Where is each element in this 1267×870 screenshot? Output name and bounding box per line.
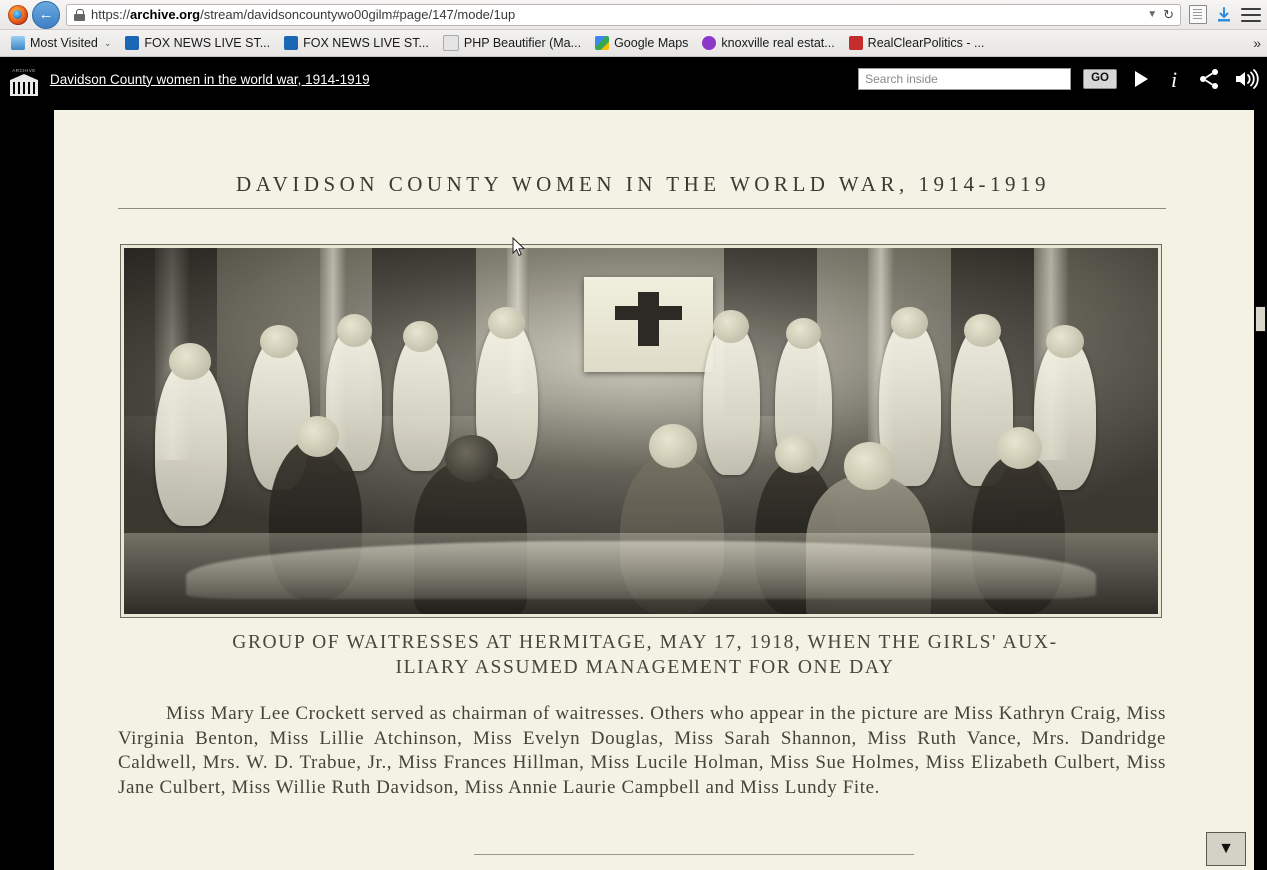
volume-icon[interactable]	[1233, 65, 1259, 93]
bookmark-label: PHP Beautifier (Ma...	[463, 36, 582, 50]
current-page-marker[interactable]	[1255, 306, 1266, 332]
url-text: https://archive.org/stream/davidsoncountywo00gilm#page/147/mode/1up	[91, 7, 516, 22]
share-icon[interactable]	[1197, 65, 1221, 93]
lock-icon	[74, 9, 86, 21]
toolbar-right-icons	[1181, 5, 1261, 24]
bookmark-item[interactable]	[588, 34, 695, 52]
bookmark-favicon	[595, 36, 609, 50]
photograph-of-waitresses-at-hermitage-banquet	[124, 248, 1158, 614]
bookmark-favicon	[702, 36, 716, 50]
book-page	[54, 110, 1254, 870]
address-bar[interactable]	[66, 4, 1181, 26]
bookmark-item[interactable]	[4, 34, 118, 52]
firefox-logo-icon	[6, 3, 30, 27]
bookmarks-overflow-button[interactable]: »	[1253, 35, 1261, 51]
footer-rule	[474, 854, 914, 855]
bookmark-item[interactable]	[842, 34, 992, 52]
red-cross-banner-icon	[584, 277, 713, 372]
book-title-link[interactable]: Davidson County women in the world war, 1914-1919	[50, 71, 370, 87]
running-head: DAVIDSON COUNTY WOMEN IN THE WORLD WAR, 1914-1919	[236, 172, 1050, 196]
bookmark-label: Most Visited	[30, 36, 98, 50]
hamburger-menu-icon[interactable]	[1241, 8, 1261, 22]
book-reader-viewport[interactable]	[0, 101, 1267, 870]
search-inside-input[interactable]: Search inside	[858, 68, 1071, 90]
search-go-button[interactable]: GO	[1083, 69, 1117, 89]
bookmark-label: Google Maps	[614, 36, 689, 50]
bookmark-favicon	[443, 35, 459, 51]
bookmark-label: FOX NEWS LIVE ST...	[144, 36, 271, 50]
page-body-text	[118, 702, 1166, 800]
internet-archive-logo-icon[interactable]	[8, 62, 40, 96]
photograph-frame	[120, 244, 1162, 618]
reload-icon[interactable]: ↻	[1163, 6, 1174, 22]
photo-caption	[134, 630, 1156, 680]
svg-text:i: i	[1170, 67, 1178, 91]
bookmark-item[interactable]	[436, 33, 588, 53]
caption-line-1: GROUP OF WAITRESSES AT HERMITAGE, MAY 17, 1918, WHEN THE GIRLS' AUX-	[232, 632, 1058, 653]
browser-toolbar	[0, 0, 1267, 30]
archive-header	[0, 57, 1267, 101]
caption-line-2: ILIARY ASSUMED MANAGEMENT FOR ONE DAY	[395, 657, 895, 678]
scroll-down-button[interactable]: ▼	[1206, 832, 1246, 866]
header-rule	[118, 208, 1166, 209]
logo-top-text: ARCHIVE	[12, 68, 36, 73]
bookmarks-bar	[0, 30, 1267, 57]
bookmark-favicon	[284, 36, 298, 50]
chevron-down-icon: ⌄	[103, 37, 112, 48]
bookmark-favicon	[11, 36, 25, 50]
info-icon[interactable]	[1163, 65, 1185, 93]
bookmark-item[interactable]	[277, 34, 436, 52]
reader-view-icon[interactable]	[1189, 5, 1207, 24]
bookmark-label: FOX NEWS LIVE ST...	[303, 36, 429, 50]
bookmark-item[interactable]	[118, 34, 277, 52]
bookmark-favicon	[849, 36, 863, 50]
bookmark-label: knoxville real estat...	[721, 36, 835, 50]
archive-header-controls	[858, 65, 1259, 93]
play-icon[interactable]	[1129, 65, 1151, 93]
bookmark-item[interactable]	[695, 34, 841, 52]
chevron-down-icon[interactable]: ▼	[1147, 9, 1158, 20]
page-thumbnail-strip[interactable]	[1254, 101, 1267, 870]
body-paragraph: Miss Mary Lee Crockett served as chairman of waitresses. Others who appear in the picture are Miss Kathryn Craig, Miss Virginia Benton, Miss Lillie Atchinson, Miss Evelyn Douglas, Miss Sarah Shannon, Miss Ruth Vance, Mrs. Dandridge Caldwell, Mrs. W. D. Trabue, Jr., Miss Frances Hillman, Miss Lucile Holman, Miss Sue Holmes, Miss Elizabeth Culbert, Miss Jane Culbert, Miss Willie Ruth Davidson, Miss Annie Laurie Campbell and Miss Lundy Fite.	[118, 703, 1166, 798]
bookmark-favicon	[125, 36, 139, 50]
bookmark-label: RealClearPolitics - ...	[867, 36, 985, 50]
download-icon[interactable]	[1215, 6, 1233, 24]
back-button[interactable]: ←	[32, 1, 60, 29]
